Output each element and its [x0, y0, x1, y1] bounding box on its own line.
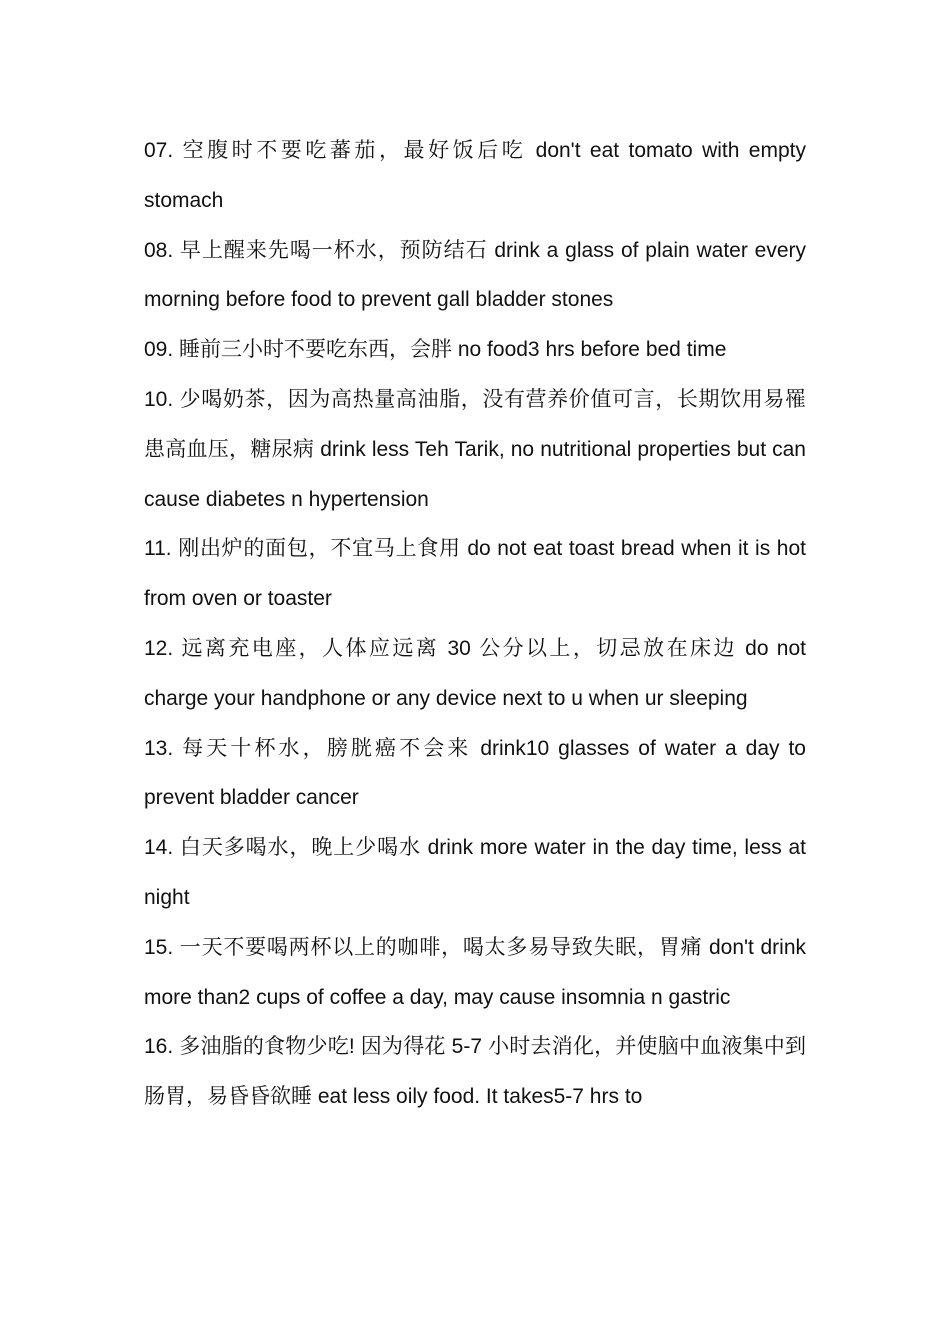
tip-item-09: 09. 睡前三小时不要吃东西，会胖 no food3 hrs before bed time — [144, 338, 727, 362]
tip-item-14: 14. 白天多喝水，晚上少喝水 drink more water in the day time, less at night — [144, 836, 806, 909]
tip-item-15: 15. 一天不要喝两杯以上的咖啡，喝太多易导致失眠，胃痛 don't drink more than2 cups of coffee a day, may cause insomnia n gastric — [144, 935, 806, 1009]
tip-item-13: 13. 每天十杯水，膀胱癌不会来 drink10 glasses of water a day to prevent bladder cancer — [144, 736, 806, 810]
tip-item-08: 08. 早上醒来先喝一杯水，预防结石 drink a glass of plain water every morning before food to prevent gall bladder stones — [144, 238, 806, 312]
tip-item-10: 10. 少喝奶茶，因为高热量高油脂，没有营养价值可言，长期饮用易罹患高血压，糖尿病 drink less Teh Tarik, no nutritional properties but can cause diabetes n hypertension — [144, 387, 806, 511]
tip-item-07: 07. 空腹时不要吃蕃茄，最好饭后吃 don't eat tomato with empty stomach — [144, 139, 806, 212]
tip-item-12: 12. 远离充电座，人体应远离 30 公分以上，切忌放在床边 do not charge your handphone or any device next to u when ur sleeping — [144, 636, 806, 710]
tip-item-11: 11. 刚出炉的面包，不宜马上食用 do not eat toast bread when it is hot from oven or toaster — [144, 537, 806, 611]
tip-item-16: 16. 多油脂的食物少吃! 因为得花 5-7 小时去消化，并使脑中血液集中到肠胃，易昏昏欲睡 eat less oily food. It takes5-7 hrs to — [144, 1035, 806, 1109]
document-page — [144, 126, 806, 1122]
